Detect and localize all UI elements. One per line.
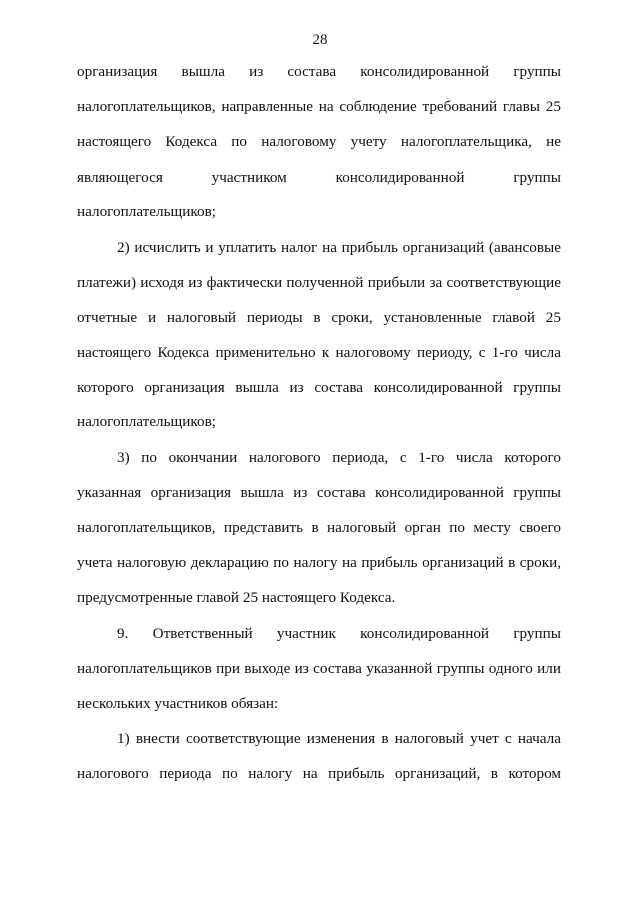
text-line: учета налоговую декларацию по налогу на прибыль организаций в сроки,: [77, 554, 561, 571]
text-line: налогоплательщиков, направленные на соблюдение требований главы 25: [77, 98, 561, 115]
text-line: налогоплательщиков, представить в налоговый орган по месту своего: [77, 519, 561, 536]
text-line: указанная организация вышла из состава консолидированной группы: [77, 484, 561, 501]
text-line: являющегося участником консолидированной группы: [77, 169, 561, 186]
text-line: 2) исчислить и уплатить налог на прибыль организаций (авансовые: [117, 239, 561, 256]
text-line: 1) внести соответствующие изменения в налоговый учет с начала: [117, 730, 561, 747]
text-line: предусмотренные главой 25 настоящего Кодекса.: [77, 589, 396, 606]
text-line: платежи) исходя из фактически полученной прибыли за соответствующие: [77, 274, 561, 291]
text-line: 3) по окончании налогового периода, с 1-го числа которого: [117, 449, 561, 466]
text-line: нескольких участников обязан:: [77, 695, 279, 712]
text-line: настоящего Кодекса по налоговому учету налогоплательщика, не: [77, 133, 561, 150]
text-line: налогового периода по налогу на прибыль организаций, в котором: [77, 765, 561, 782]
text-line: которого организация вышла из состава консолидированной группы: [77, 379, 561, 396]
text-line: налогоплательщиков;: [77, 413, 216, 430]
text-line: налогоплательщиков при выходе из состава указанной группы одного или: [77, 660, 561, 677]
page-number: 28: [312, 32, 328, 48]
text-line: 9. Ответственный участник консолидированной группы: [117, 625, 561, 642]
text-line: настоящего Кодекса применительно к налоговому периоду, с 1-го числа: [77, 344, 561, 361]
text-line: налогоплательщиков;: [77, 203, 216, 220]
text-line: отчетные и налоговый периоды в сроки, установленные главой 25: [77, 309, 561, 326]
text-line: организация вышла из состава консолидированной группы: [77, 63, 561, 80]
